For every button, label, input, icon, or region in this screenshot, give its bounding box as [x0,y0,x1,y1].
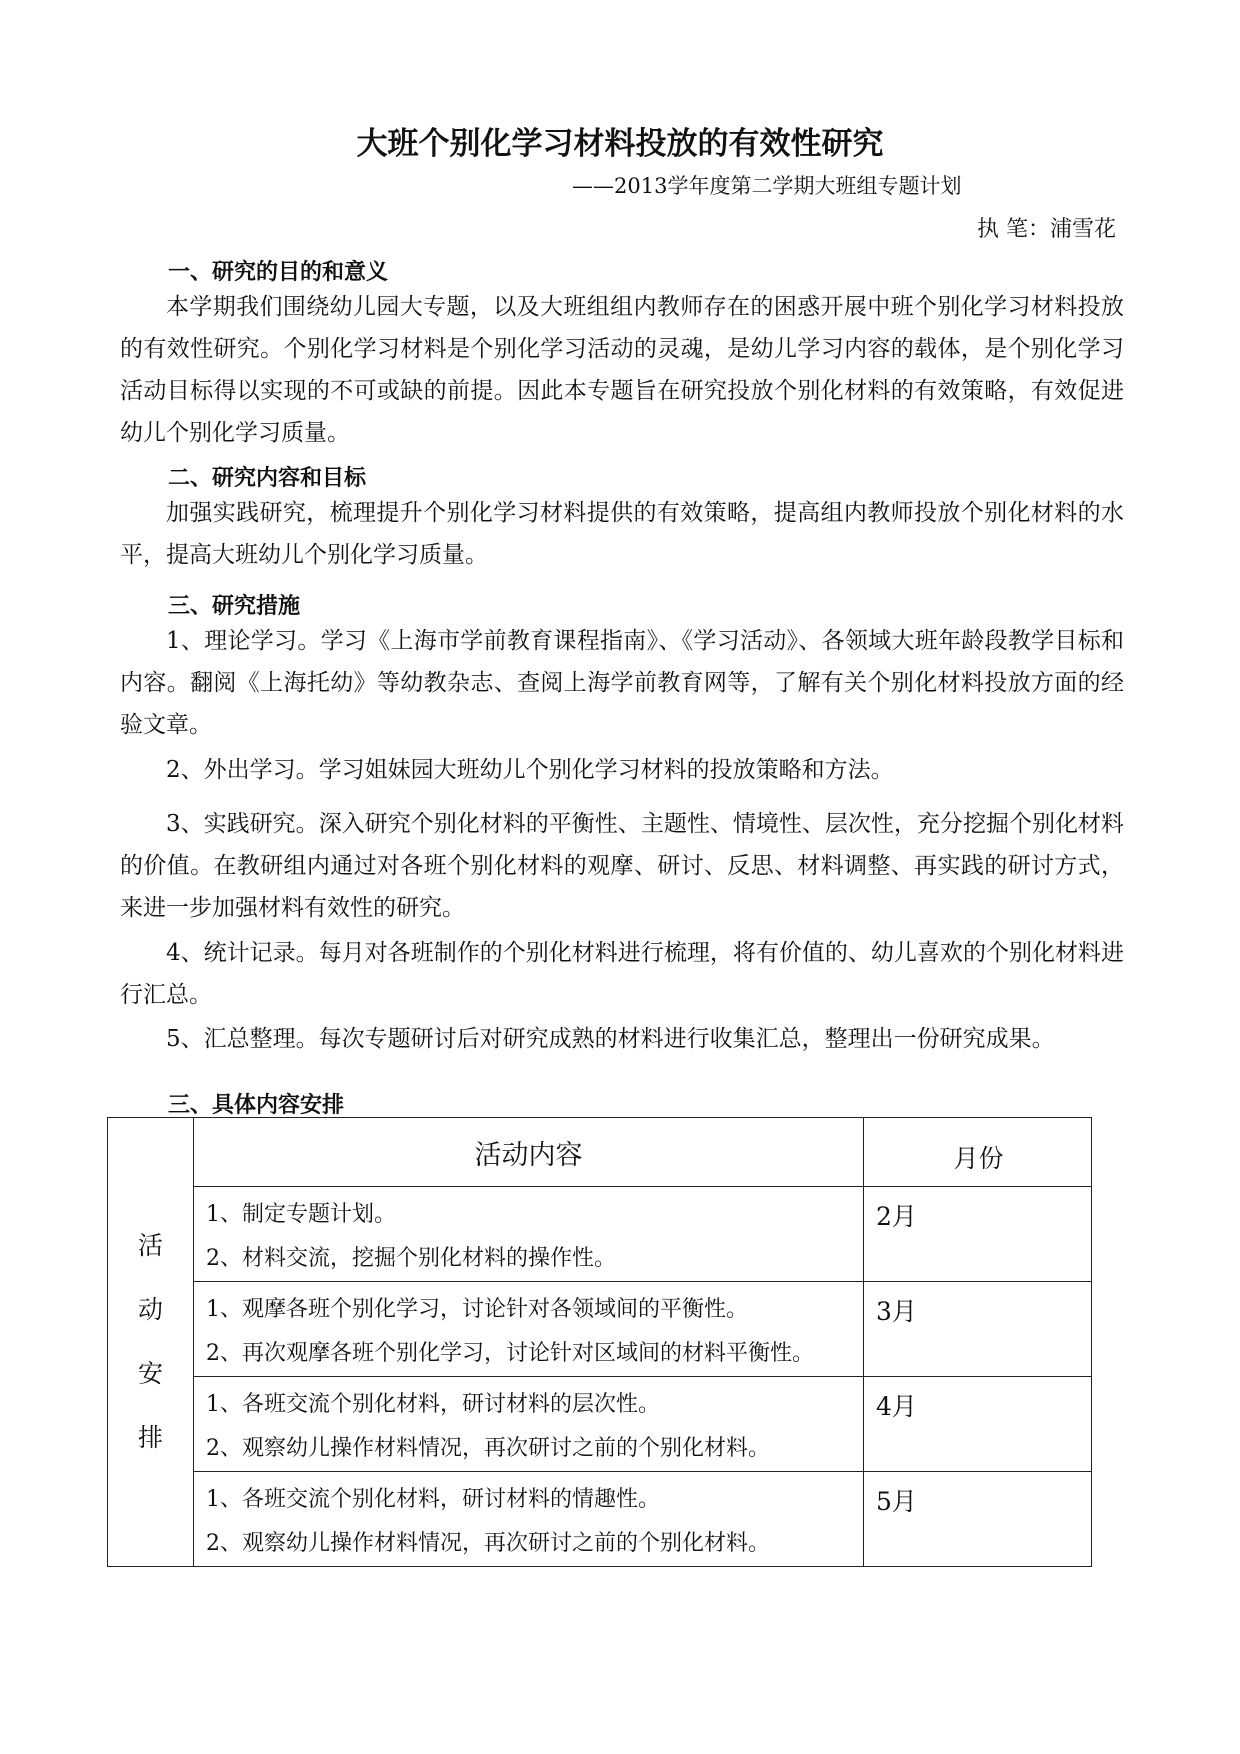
section-heading-measures: 三、研究措施 [168,594,301,619]
section-heading-purpose: 一、研究的目的和意义 [168,260,389,285]
section-heading-content: 二、研究内容和目标 [168,466,367,491]
activity-line: 1、制定专题计划。 [206,1202,396,1227]
activity-line: 1、各班交流个别化材料，研讨材料的层次性。 [206,1392,660,1417]
section-text-purpose: 本学期我们围绕幼儿园大专题，以及大班组组内教师存在的困惑开展中班个别化学习材料投放的有效性研究。个别化学习材料是个别化学习活动的灵魂，是幼儿学习内容的载体，是个别化学习活动目标得以实现的不可或缺的前提。因此本专题旨在研究投放个别化材料的有效策略，有效促进幼儿个别化学习质量。 [120,294,1124,446]
schedule-table [107,1117,1092,1567]
table-header-row [108,1118,1092,1187]
category-char: 安 [137,1359,163,1388]
category-char: 动 [137,1295,163,1324]
measure-item: 4、统计记录。每月对各班制作的个别化材料进行梳理，将有价值的、幼儿喜欢的个别化材料进行汇总。 [120,940,1124,1008]
measure-item: 3、实践研究。深入研究个别化材料的平衡性、主题性、情境性、层次性，充分挖掘个别化材料的价值。在教研组内通过对各班个别化材料的观摩、研讨、反思、材料调整、再实践的研讨方式，来进一步加强材料有效性的研究。 [120,811,1124,921]
author-line: 执 笔：浦雪花 [977,217,1116,242]
measure-item: 5、汇总整理。每次专题研讨后对研究成熟的材料进行收集汇总，整理出一份研究成果。 [166,1026,1055,1052]
table-row [108,1472,1092,1567]
activity-cell [194,1377,864,1472]
activity-line: 2、材料交流，挖掘个别化材料的操作性。 [206,1246,616,1271]
section-heading-schedule: 三、具体内容安排 [168,1093,345,1118]
table-row [108,1377,1092,1472]
section-text-content: 加强实践研究，梳理提升个别化学习材料提供的有效策略，提高组内教师投放个别化材料的水平，提高大班幼儿个别化学习质量。 [120,500,1124,568]
measure-item: 1、理论学习。学习《上海市学前教育课程指南》、《学习活动》、各领域大班年龄段教学目标和内容。翻阅《上海托幼》等幼教杂志、查阅上海学前教育网等，了解有关个别化材料投放方面的经验文章。 [120,628,1124,738]
activity-line: 1、各班交流个别化材料，研讨材料的情趣性。 [206,1487,660,1512]
table-row [108,1187,1092,1282]
category-cell [108,1118,194,1567]
activity-line: 2、再次观摩各班个别化学习，讨论针对区域间的材料平衡性。 [206,1341,814,1366]
category-char: 排 [137,1423,163,1452]
document-subtitle: ——2013学年度第二学期大班组专题计划 [572,174,962,198]
month-cell: 5月 [864,1472,1092,1567]
document-title: 大班个别化学习材料投放的有效性研究 [356,126,884,162]
measure-item: 2、外出学习。学习姐妹园大班幼儿个别化学习材料的投放策略和方法。 [166,757,894,783]
month-cell: 3月 [864,1282,1092,1377]
activity-line: 2、观察幼儿操作材料情况，再次研讨之前的个别化材料。 [206,1436,770,1461]
month-cell: 2月 [864,1187,1092,1282]
activity-line: 1、观摩各班个别化学习，讨论针对各领域间的平衡性。 [206,1297,748,1322]
activity-cell [194,1472,864,1567]
header-month: 月份 [864,1118,1092,1187]
header-activity: 活动内容 [194,1118,864,1187]
category-char: 活 [137,1231,163,1260]
activity-line: 2、观察幼儿操作材料情况，再次研讨之前的个别化材料。 [206,1531,770,1556]
month-cell: 4月 [864,1377,1092,1472]
activity-cell [194,1187,864,1282]
activity-cell [194,1282,864,1377]
table-row [108,1282,1092,1377]
